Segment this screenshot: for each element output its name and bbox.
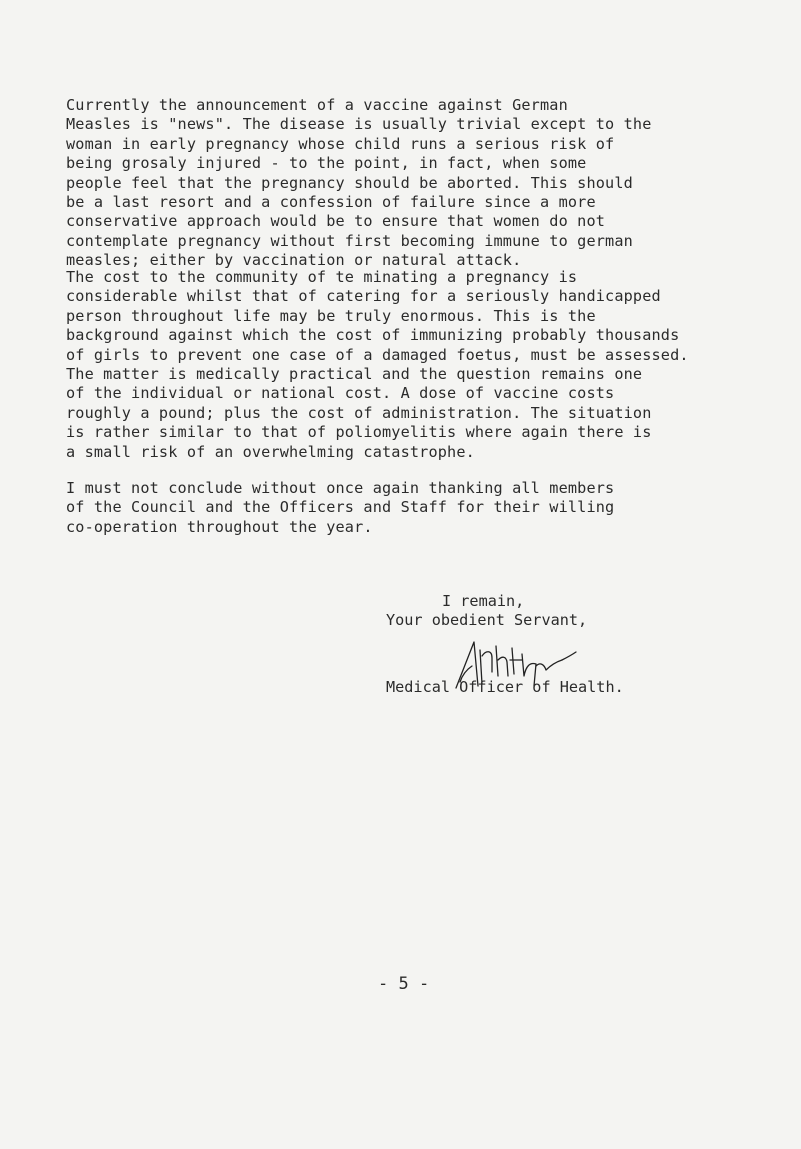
closing-remain: I remain, [442, 592, 525, 610]
text-line: conservative approach would be to ensure that women do not [66, 212, 606, 231]
text-line: of the individual or national cost. A dose of vaccine costs [66, 384, 615, 403]
text-line: being grosaly injured - to the point, in fact, when some [66, 154, 587, 173]
text-line: co-operation throughout the year. [66, 517, 373, 536]
closing-servant: Your obedient Servant, [386, 611, 588, 629]
text-line: roughly a pound; plus the cost of administration. The situation [66, 403, 652, 422]
text-line: Measles is "news". The disease is usually trivial except to the [66, 115, 652, 134]
paragraph-thanks [66, 479, 766, 537]
text-line: be a last resort and a confession of failure since a more [66, 193, 596, 212]
text-line: I must not conclude without once again thanking all members [66, 479, 615, 497]
text-line: The matter is medically practical and the question remains one [66, 365, 643, 384]
text-line: a small risk of an overwhelming catastrophe. [66, 442, 475, 461]
text-line: measles; either by vaccination or natural attack. [66, 251, 522, 270]
text-line: of girls to prevent one case of a damaged foetus, must be assessed. [66, 345, 689, 364]
text-line: person throughout life may be truly enormous. This is the [66, 306, 596, 325]
page-number: - 5 - [378, 974, 430, 994]
text-line: Currently the announcement of a vaccine against German [66, 96, 568, 114]
text-line: considerable whilst that of catering for a seriously handicapped [66, 287, 661, 306]
text-line: is rather similar to that of poliomyelitis where again there is [66, 423, 652, 442]
text-line: people feel that the pregnancy should be aborted. This should [66, 173, 633, 192]
paragraph-cost-to-community [66, 268, 766, 462]
text-line: background against which the cost of immunizing probably thousands [66, 326, 680, 345]
text-line: of the Council and the Officers and Staff for their willing [66, 498, 615, 517]
text-line: woman in early pregnancy whose child runs a serious risk of [66, 134, 615, 153]
text-line: The cost to the community of te minating a pregnancy is [66, 268, 578, 286]
text-line: contemplate pregnancy without first becoming immune to german [66, 231, 633, 250]
paragraph-vaccine-announcement [66, 96, 766, 271]
signature-title: Medical Officer of Health. [386, 678, 624, 696]
